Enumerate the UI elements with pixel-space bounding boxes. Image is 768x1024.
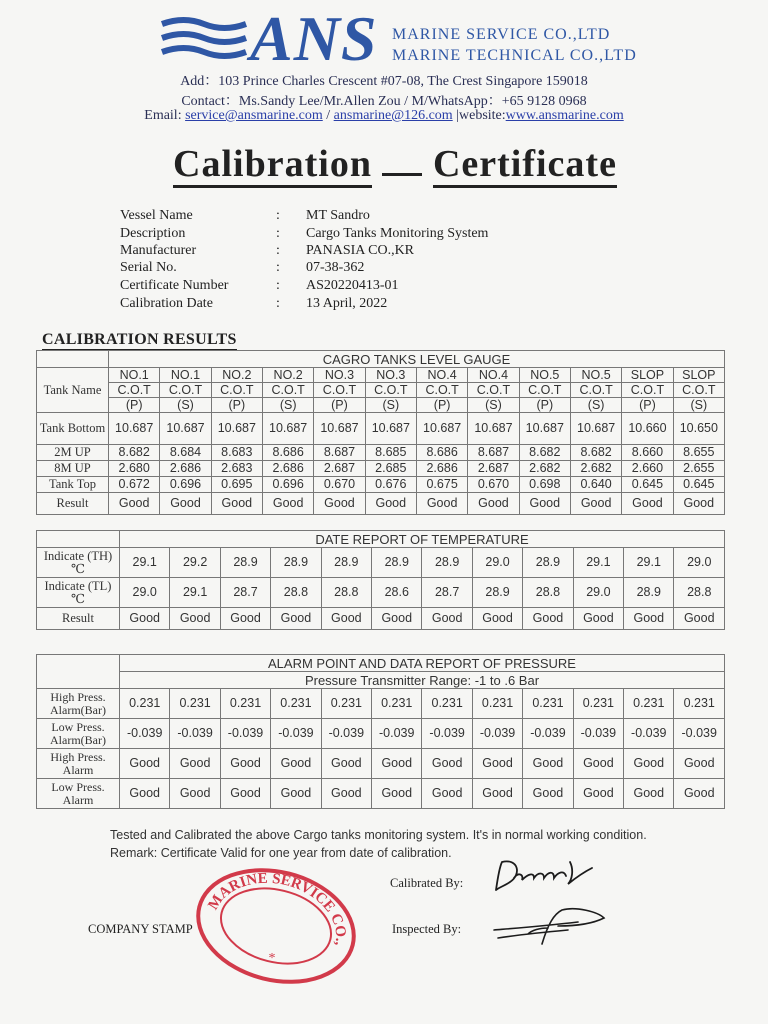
table-cell: 10.687: [314, 413, 365, 445]
table-cell: 29.0: [120, 578, 170, 608]
table-cell: 29.1: [573, 548, 623, 578]
tank-header-no: NO.2: [211, 368, 262, 383]
table-cell: 8.687: [468, 445, 519, 461]
table-cell: Good: [624, 779, 674, 809]
tank-header-side: (P): [314, 398, 365, 413]
table-cell: Good: [109, 493, 160, 515]
table-cell: 28.9: [422, 548, 472, 578]
table-cell: Good: [422, 749, 472, 779]
table-cell: Good: [372, 779, 422, 809]
table-cell: 8.683: [211, 445, 262, 461]
table-cell: 0.231: [523, 689, 573, 719]
info-value: 13 April, 2022: [306, 296, 388, 311]
tank-name-label: Tank Name: [37, 368, 109, 413]
company-name-1: MARINE SERVICE CO.,LTD: [392, 26, 611, 43]
tank-header-side: (P): [519, 398, 570, 413]
table-cell: 10.687: [468, 413, 519, 445]
table-cell: -0.039: [674, 719, 725, 749]
table-cell: 0.231: [220, 689, 270, 719]
info-colon: :: [276, 260, 280, 275]
table-cell: Good: [365, 493, 416, 515]
tank-header-type: C.O.T: [570, 383, 621, 398]
row-label: Low Press. Alarm(Bar): [37, 719, 120, 749]
row-label: Low Press. Alarm: [37, 779, 120, 809]
corner-cell: [37, 351, 109, 368]
table-cell: 28.9: [321, 548, 371, 578]
tank-header-no: NO.5: [570, 368, 621, 383]
footer-remark: Remark: Certificate Valid for one year from date of calibration.: [110, 846, 452, 860]
tank-header-no: NO.2: [262, 368, 313, 383]
table-cell: Good: [211, 493, 262, 515]
tank-header-type: C.O.T: [673, 383, 724, 398]
table-row: [37, 493, 725, 515]
table-cell: Good: [170, 608, 220, 630]
table-row: [37, 719, 725, 749]
table-cell: 28.9: [372, 548, 422, 578]
table-cell: 2.660: [622, 461, 673, 477]
table-cell: 8.685: [365, 445, 416, 461]
table-cell: 10.687: [416, 413, 467, 445]
results-heading: CALIBRATION RESULTS: [42, 331, 237, 351]
table-cell: 8.655: [673, 445, 724, 461]
table-cell: 0.695: [211, 477, 262, 493]
table-row: [37, 689, 725, 719]
row-label: Indicate (TL) ℃: [37, 578, 120, 608]
table-cell: 2.655: [673, 461, 724, 477]
table-cell: Good: [271, 779, 321, 809]
table-cell: 8.682: [519, 445, 570, 461]
table-cell: 28.7: [220, 578, 270, 608]
table-cell: Good: [262, 493, 313, 515]
row-label: Tank Bottom: [37, 413, 109, 445]
page-title: [0, 142, 768, 186]
email-link-2[interactable]: ansmarine@126.com: [333, 108, 453, 123]
table-row: [37, 749, 725, 779]
table-cell: 8.687: [314, 445, 365, 461]
table-cell: 29.1: [170, 578, 220, 608]
tank-header-type: C.O.T: [416, 383, 467, 398]
tank-header-side: (P): [109, 398, 160, 413]
table-cell: 2.680: [109, 461, 160, 477]
tank-header-no: NO.4: [416, 368, 467, 383]
table-cell: 8.686: [262, 445, 313, 461]
info-colon: :: [276, 243, 280, 258]
table-cell: Good: [120, 749, 170, 779]
table-row: [37, 578, 725, 608]
table-cell: 8.660: [622, 445, 673, 461]
table-cell: 28.8: [271, 578, 321, 608]
table-cell: 28.8: [523, 578, 573, 608]
info-colon: :: [276, 296, 280, 311]
table-cell: 10.650: [673, 413, 724, 445]
table-cell: 0.698: [519, 477, 570, 493]
table-row: [37, 779, 725, 809]
table-cell: 29.2: [170, 548, 220, 578]
corner-cell: [37, 655, 120, 689]
tank-header-type: C.O.T: [109, 383, 160, 398]
tank-header-type: C.O.T: [468, 383, 519, 398]
table-cell: 28.8: [321, 578, 371, 608]
table-cell: 28.9: [220, 548, 270, 578]
table-cell: 29.0: [573, 578, 623, 608]
table-cell: -0.039: [372, 719, 422, 749]
company-name-2: MARINE TECHNICAL CO.,LTD: [392, 47, 637, 64]
table-row: [37, 548, 725, 578]
table-cell: 0.231: [271, 689, 321, 719]
table-cell: 2.685: [365, 461, 416, 477]
tank-header-side: (P): [622, 398, 673, 413]
table-cell: Good: [472, 779, 522, 809]
table-cell: 10.687: [519, 413, 570, 445]
table-cell: 0.645: [622, 477, 673, 493]
table-row: [37, 445, 725, 461]
calibrated-by-label: Calibrated By:: [390, 876, 464, 890]
table-cell: 0.696: [160, 477, 211, 493]
table-cell: 0.231: [422, 689, 472, 719]
table-cell: 10.687: [262, 413, 313, 445]
tank-header-no: NO.3: [365, 368, 416, 383]
title-word-2: Certificate: [433, 143, 617, 188]
svg-text:ANS MARINE SERVICE CO.,LTD: [192, 866, 360, 948]
table-cell: Good: [321, 608, 371, 630]
table-cell: Good: [523, 749, 573, 779]
title-word-1: Calibration: [173, 143, 372, 188]
tank-header-no: SLOP: [673, 368, 724, 383]
info-colon: :: [276, 278, 280, 293]
row-label: 2M UP: [37, 445, 109, 461]
table-cell: -0.039: [271, 719, 321, 749]
info-value: MT Sandro: [306, 208, 370, 223]
info-label: Serial No.: [120, 260, 177, 275]
table-cell: 10.687: [109, 413, 160, 445]
table-cell: 10.687: [160, 413, 211, 445]
table-cell: 28.8: [674, 578, 725, 608]
info-value: AS20220413-01: [306, 278, 399, 293]
calibrated-signature: [488, 856, 598, 896]
table-row: [37, 477, 725, 493]
table-cell: 0.640: [570, 477, 621, 493]
table-cell: 0.231: [170, 689, 220, 719]
table-cell: -0.039: [472, 719, 522, 749]
table-cell: -0.039: [120, 719, 170, 749]
table-cell: 10.687: [570, 413, 621, 445]
temperature-table: [36, 530, 725, 630]
table-cell: Good: [570, 493, 621, 515]
company-email-line: [0, 108, 768, 124]
table-cell: Good: [416, 493, 467, 515]
tank-header-no: NO.1: [160, 368, 211, 383]
table-cell: 28.6: [372, 578, 422, 608]
logo-waves-icon: [160, 14, 248, 66]
row-label: 8M UP: [37, 461, 109, 477]
table-cell: Good: [573, 749, 623, 779]
info-value: PANASIA CO.,KR: [306, 243, 415, 258]
row-label: Result: [37, 608, 120, 630]
table-cell: Good: [321, 779, 371, 809]
table-cell: 29.1: [624, 548, 674, 578]
title-underline-gap: [382, 173, 422, 176]
table-cell: 2.687: [314, 461, 365, 477]
table-cell: 0.231: [472, 689, 522, 719]
info-value: 07-38-362: [306, 260, 365, 275]
table-cell: 29.1: [120, 548, 170, 578]
website-link[interactable]: www.ansmarine.com: [505, 108, 624, 123]
tank-header-type: C.O.T: [365, 383, 416, 398]
table-cell: 0.696: [262, 477, 313, 493]
info-label: Calibration Date: [120, 296, 213, 311]
table-cell: -0.039: [321, 719, 371, 749]
table-cell: 0.675: [416, 477, 467, 493]
footer-statement: Tested and Calibrated the above Cargo tanks monitoring system. It's in normal working condition.: [110, 828, 647, 842]
table-cell: 0.670: [314, 477, 365, 493]
tank-header-type: C.O.T: [262, 383, 313, 398]
table-cell: 8.684: [160, 445, 211, 461]
company-stamp-seal: [192, 866, 360, 984]
table-cell: 10.660: [622, 413, 673, 445]
table-cell: Good: [220, 608, 270, 630]
table-cell: Good: [573, 608, 623, 630]
table-cell: 28.9: [624, 578, 674, 608]
table-cell: Good: [472, 608, 522, 630]
table-cell: 8.686: [416, 445, 467, 461]
table-cell: 2.682: [570, 461, 621, 477]
table-cell: Good: [170, 749, 220, 779]
table-cell: 29.0: [674, 548, 725, 578]
tank-header-type: C.O.T: [519, 383, 570, 398]
tank-header-no: NO.1: [109, 368, 160, 383]
info-label: Certificate Number: [120, 278, 229, 293]
table-cell: Good: [673, 493, 724, 515]
info-label: Manufacturer: [120, 243, 197, 258]
table-cell: 0.231: [674, 689, 725, 719]
level-table-caption: CAGRO TANKS LEVEL GAUGE: [109, 351, 725, 368]
table-cell: 2.686: [160, 461, 211, 477]
table-cell: Good: [422, 779, 472, 809]
info-colon: :: [276, 226, 280, 241]
table-cell: Good: [622, 493, 673, 515]
table-cell: Good: [519, 493, 570, 515]
table-cell: Good: [472, 749, 522, 779]
table-cell: 2.686: [262, 461, 313, 477]
tank-header-type: C.O.T: [160, 383, 211, 398]
info-label: Description: [120, 226, 186, 241]
email-prefix: Email:: [144, 108, 186, 123]
table-cell: 28.9: [523, 548, 573, 578]
table-cell: -0.039: [573, 719, 623, 749]
tank-header-no: SLOP: [622, 368, 673, 383]
table-cell: -0.039: [170, 719, 220, 749]
table-cell: -0.039: [624, 719, 674, 749]
inspected-by-label: Inspected By:: [392, 922, 462, 936]
tank-header-type: C.O.T: [314, 383, 365, 398]
table-cell: 0.231: [573, 689, 623, 719]
tank-header-no: NO.3: [314, 368, 365, 383]
table-cell: Good: [468, 493, 519, 515]
table-cell: 8.682: [109, 445, 160, 461]
svg-text:*: *: [268, 951, 276, 966]
level-gauge-table: [36, 350, 725, 515]
tank-header-side: (S): [673, 398, 724, 413]
table-cell: Good: [674, 608, 725, 630]
table-cell: 2.686: [416, 461, 467, 477]
table-cell: Good: [523, 779, 573, 809]
tank-header-no: NO.5: [519, 368, 570, 383]
info-value: Cargo Tanks Monitoring System: [306, 226, 489, 241]
company-stamp-label: COMPANY STAMP: [88, 922, 193, 936]
stamp-lettering: MARINE SERVICE CO.,LTD: [205, 870, 349, 948]
table-cell: Good: [120, 779, 170, 809]
table-row: [37, 461, 725, 477]
email-separator: /: [322, 108, 334, 123]
tank-header-no: NO.4: [468, 368, 519, 383]
info-colon: :: [276, 208, 280, 223]
table-cell: -0.039: [422, 719, 472, 749]
table-cell: Good: [170, 779, 220, 809]
table-cell: 28.9: [472, 578, 522, 608]
table-cell: Good: [372, 749, 422, 779]
inspected-signature: [488, 904, 608, 950]
table-cell: -0.039: [523, 719, 573, 749]
temp-table-caption: DATE REPORT OF TEMPERATURE: [120, 531, 725, 548]
table-cell: 0.231: [120, 689, 170, 719]
tank-header-type: C.O.T: [211, 383, 262, 398]
table-row: [37, 413, 725, 445]
table-cell: 0.676: [365, 477, 416, 493]
table-cell: -0.039: [220, 719, 270, 749]
table-cell: Good: [674, 779, 725, 809]
table-cell: Good: [160, 493, 211, 515]
row-label: High Press. Alarm(Bar): [37, 689, 120, 719]
table-cell: Good: [321, 749, 371, 779]
table-cell: 0.231: [321, 689, 371, 719]
table-cell: Good: [220, 749, 270, 779]
table-cell: 0.670: [468, 477, 519, 493]
company-address: Add：103 Prince Charles Crescent #07-08, The Crest Singapore 159018: [180, 74, 588, 89]
pressure-table-subcaption: Pressure Transmitter Range: -1 to .6 Bar: [120, 672, 725, 689]
table-cell: 28.9: [271, 548, 321, 578]
table-cell: 2.687: [468, 461, 519, 477]
pressure-table: [36, 654, 725, 809]
table-row: [37, 608, 725, 630]
tank-header-type: C.O.T: [622, 383, 673, 398]
company-contact: Contact：Ms.Sandy Lee/Mr.Allen Zou / M/WhatsApp：+65 9128 0968: [181, 94, 587, 109]
table-cell: Good: [674, 749, 725, 779]
corner-cell: [37, 531, 120, 548]
table-cell: Good: [271, 608, 321, 630]
table-cell: 10.687: [211, 413, 262, 445]
table-cell: 0.231: [372, 689, 422, 719]
table-cell: Good: [523, 608, 573, 630]
table-cell: 8.682: [570, 445, 621, 461]
table-cell: 0.231: [624, 689, 674, 719]
tank-header-side: (S): [468, 398, 519, 413]
row-label: Result: [37, 493, 109, 515]
table-cell: Good: [624, 608, 674, 630]
tank-header-side: (P): [416, 398, 467, 413]
row-label: High Press. Alarm: [37, 749, 120, 779]
table-cell: 2.683: [211, 461, 262, 477]
table-cell: Good: [624, 749, 674, 779]
table-cell: 29.0: [472, 548, 522, 578]
company-logo: ANS: [250, 3, 378, 74]
table-cell: 28.7: [422, 578, 472, 608]
tank-header-side: (S): [570, 398, 621, 413]
table-cell: Good: [422, 608, 472, 630]
row-label: Indicate (TH) ℃: [37, 548, 120, 578]
tank-header-side: (P): [211, 398, 262, 413]
email-link-1[interactable]: service@ansmarine.com: [185, 108, 323, 123]
row-label: Tank Top: [37, 477, 109, 493]
table-cell: Good: [120, 608, 170, 630]
pressure-table-caption: ALARM POINT AND DATA REPORT OF PRESSURE: [120, 655, 725, 672]
table-cell: Good: [573, 779, 623, 809]
table-cell: 10.687: [365, 413, 416, 445]
table-cell: Good: [314, 493, 365, 515]
tank-header-side: (S): [365, 398, 416, 413]
website-prefix: |website:: [452, 108, 506, 123]
tank-header-side: (S): [160, 398, 211, 413]
table-cell: Good: [372, 608, 422, 630]
table-cell: Good: [220, 779, 270, 809]
table-cell: Good: [271, 749, 321, 779]
table-cell: 2.682: [519, 461, 570, 477]
tank-header-side: (S): [262, 398, 313, 413]
table-cell: 0.672: [109, 477, 160, 493]
info-label: Vessel Name: [120, 208, 193, 223]
table-cell: 0.645: [673, 477, 724, 493]
